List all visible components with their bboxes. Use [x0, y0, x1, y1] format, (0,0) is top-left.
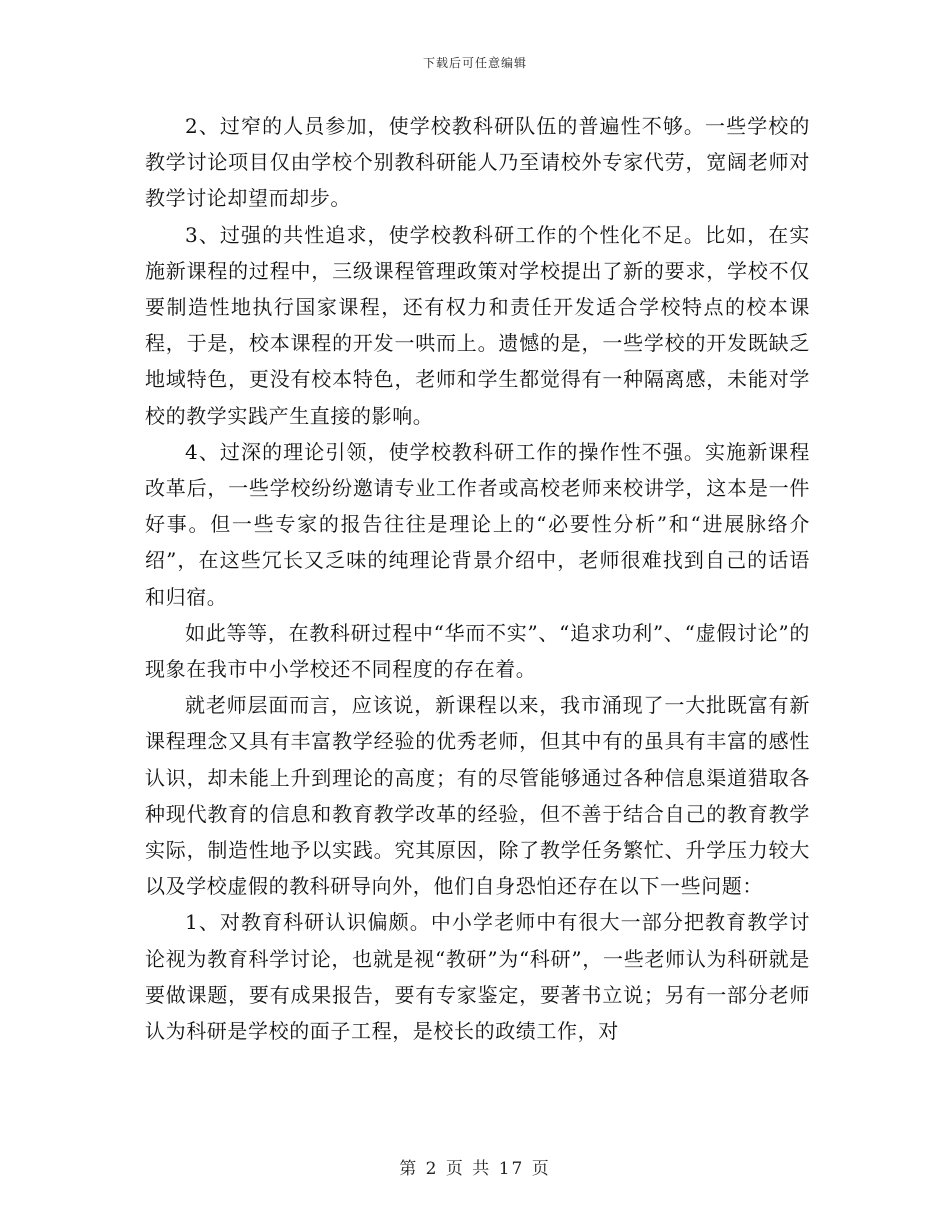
paragraph-teacher-level: 就老师层面而言，应该说，新课程以来，我市涌现了一大批既富有新课程理念又具有丰富教学经验的优秀老师，但其中有的虽具有丰富的感性认识，却未能上升到理论的高度；有的尽管能够通过各种信息渠道猎取各种现代教育的信息和教育教学改革的经验，但不善于结合自己的教育教学实际，制造性地予以实践。究其原因，除了教学任务繁忙、升学压力较大以及学校虚假的教科研导向外，他们自身恐怕还存在以下一些问题：: [145, 693, 810, 899]
document-body: [145, 108, 810, 1049]
paragraph-point-2: 2、过窄的人员参加，使学校教科研队伍的普遍性不够。一些学校的教学讨论项目仅由学校个别教科研能人乃至请校外专家代劳，宽阔老师对教学讨论却望而却步。: [145, 114, 810, 211]
paragraph-point-3: 3、过强的共性追求，使学校教科研工作的个性化不足。比如，在实施新课程的过程中，三级课程管理政策对学校提出了新的要求，学校不仅要制造性地执行国家课程，还有权力和责任开发适合学校特点的校本课程，于是，校本课程的开发一哄而上。遗憾的是，一些学校的开发既缺乏地域特色，更没有校本特色，老师和学生都觉得有一种隔离感，未能对学校的教学实践产生直接的影响。: [145, 222, 810, 428]
page-header: 下载后可任意编辑: [422, 56, 527, 70]
paragraph-point-4: 4、过深的理论引领，使学校教科研工作的操作性不强。实施新课程改革后，一些学校纷纷邀请专业工作者或高校老师来校讲学，这本是一件好事。但一些专家的报告往往是理论上的“必要性分析”和“进展脉络介绍”，在这些冗长又乏味的纯理论背景介绍中，老师很难找到自己的话语和归宿。: [145, 439, 810, 609]
paragraph-teacher-point-1: 1、对教育科研认识偏颇。中小学老师中有很大一部分把教育教学讨论视为教育科学讨论，也就是视“教研”为“科研”，一些老师认为科研就是要做课题，要有成果报告，要有专家鉴定，要著书立说；另有一部分老师认为科研是学校的面子工程，是校长的政绩工作，对: [145, 910, 810, 1044]
page-number-footer: 第 2 页 共 17 页: [399, 1159, 551, 1179]
paragraph-summary: 如此等等，在教科研过程中“华而不实”、“追求功利”、“虚假讨论”的现象在我市中小学校还不同程度的存在着。: [145, 620, 810, 682]
